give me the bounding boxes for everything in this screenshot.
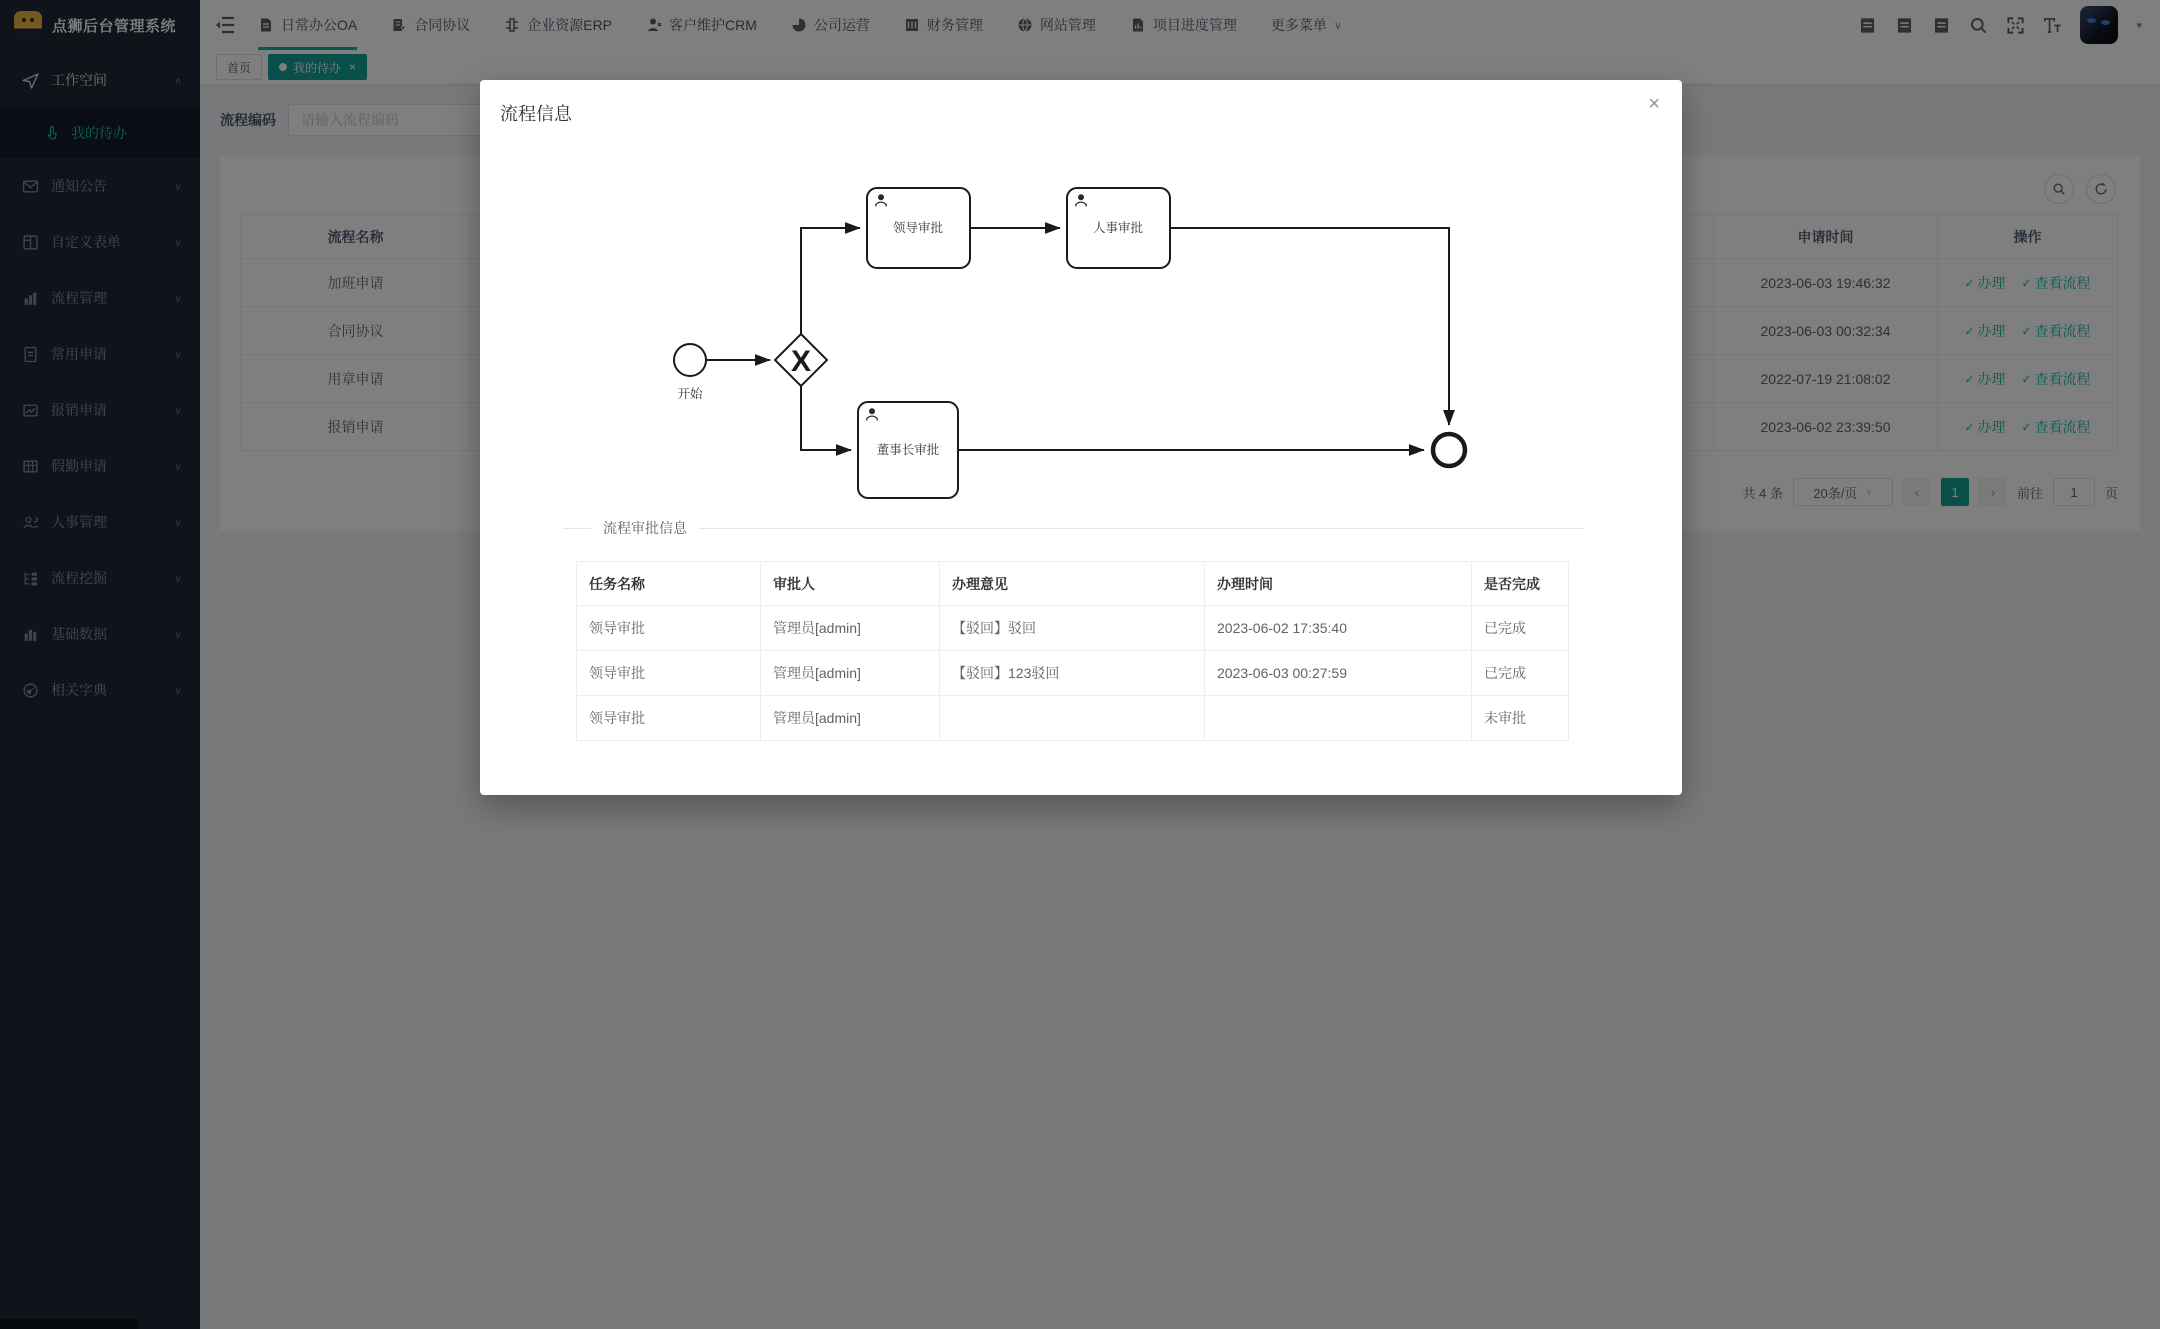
end-event[interactable]	[1433, 434, 1465, 466]
approval-table	[576, 561, 1569, 741]
flow-gateway-task1	[801, 228, 860, 334]
approval-row: 领导审批 管理员[admin] 【驳回】驳回 2023-06-02 17:35:40 已完成	[577, 606, 1569, 651]
task-leader-approval-label: 领导审批	[892, 221, 944, 235]
bpmn-diagram	[480, 80, 1682, 516]
flow-gateway-task3	[801, 386, 851, 450]
gateway-x-label: X	[790, 345, 812, 378]
start-event[interactable]	[674, 344, 706, 376]
approval-info-divider	[563, 518, 1585, 538]
col-handle-time: 办理时间	[1205, 562, 1472, 606]
col-task-name: 任务名称	[577, 562, 761, 606]
col-opinion: 办理意见	[940, 562, 1205, 606]
task-chairman-approval-label: 董事长审批	[876, 443, 940, 457]
close-dialog-icon[interactable]: ×	[1648, 93, 1660, 115]
start-event-label: 开始	[677, 387, 703, 401]
task-hr-approval-label: 人事审批	[1092, 221, 1144, 235]
process-info-dialog	[480, 80, 1682, 795]
col-completed: 是否完成	[1472, 562, 1569, 606]
col-approver: 审批人	[761, 562, 940, 606]
approval-info-title: 流程审批信息	[603, 520, 687, 536]
approval-table-header	[577, 562, 1569, 606]
approval-row: 领导审批 管理员[admin] 【驳回】123驳回 2023-06-03 00:27:59 已完成	[577, 651, 1569, 696]
dialog-title: 流程信息	[500, 104, 572, 124]
flow-task2-end	[1170, 228, 1449, 425]
approval-row: 领导审批 管理员[admin] 未审批	[577, 696, 1569, 741]
